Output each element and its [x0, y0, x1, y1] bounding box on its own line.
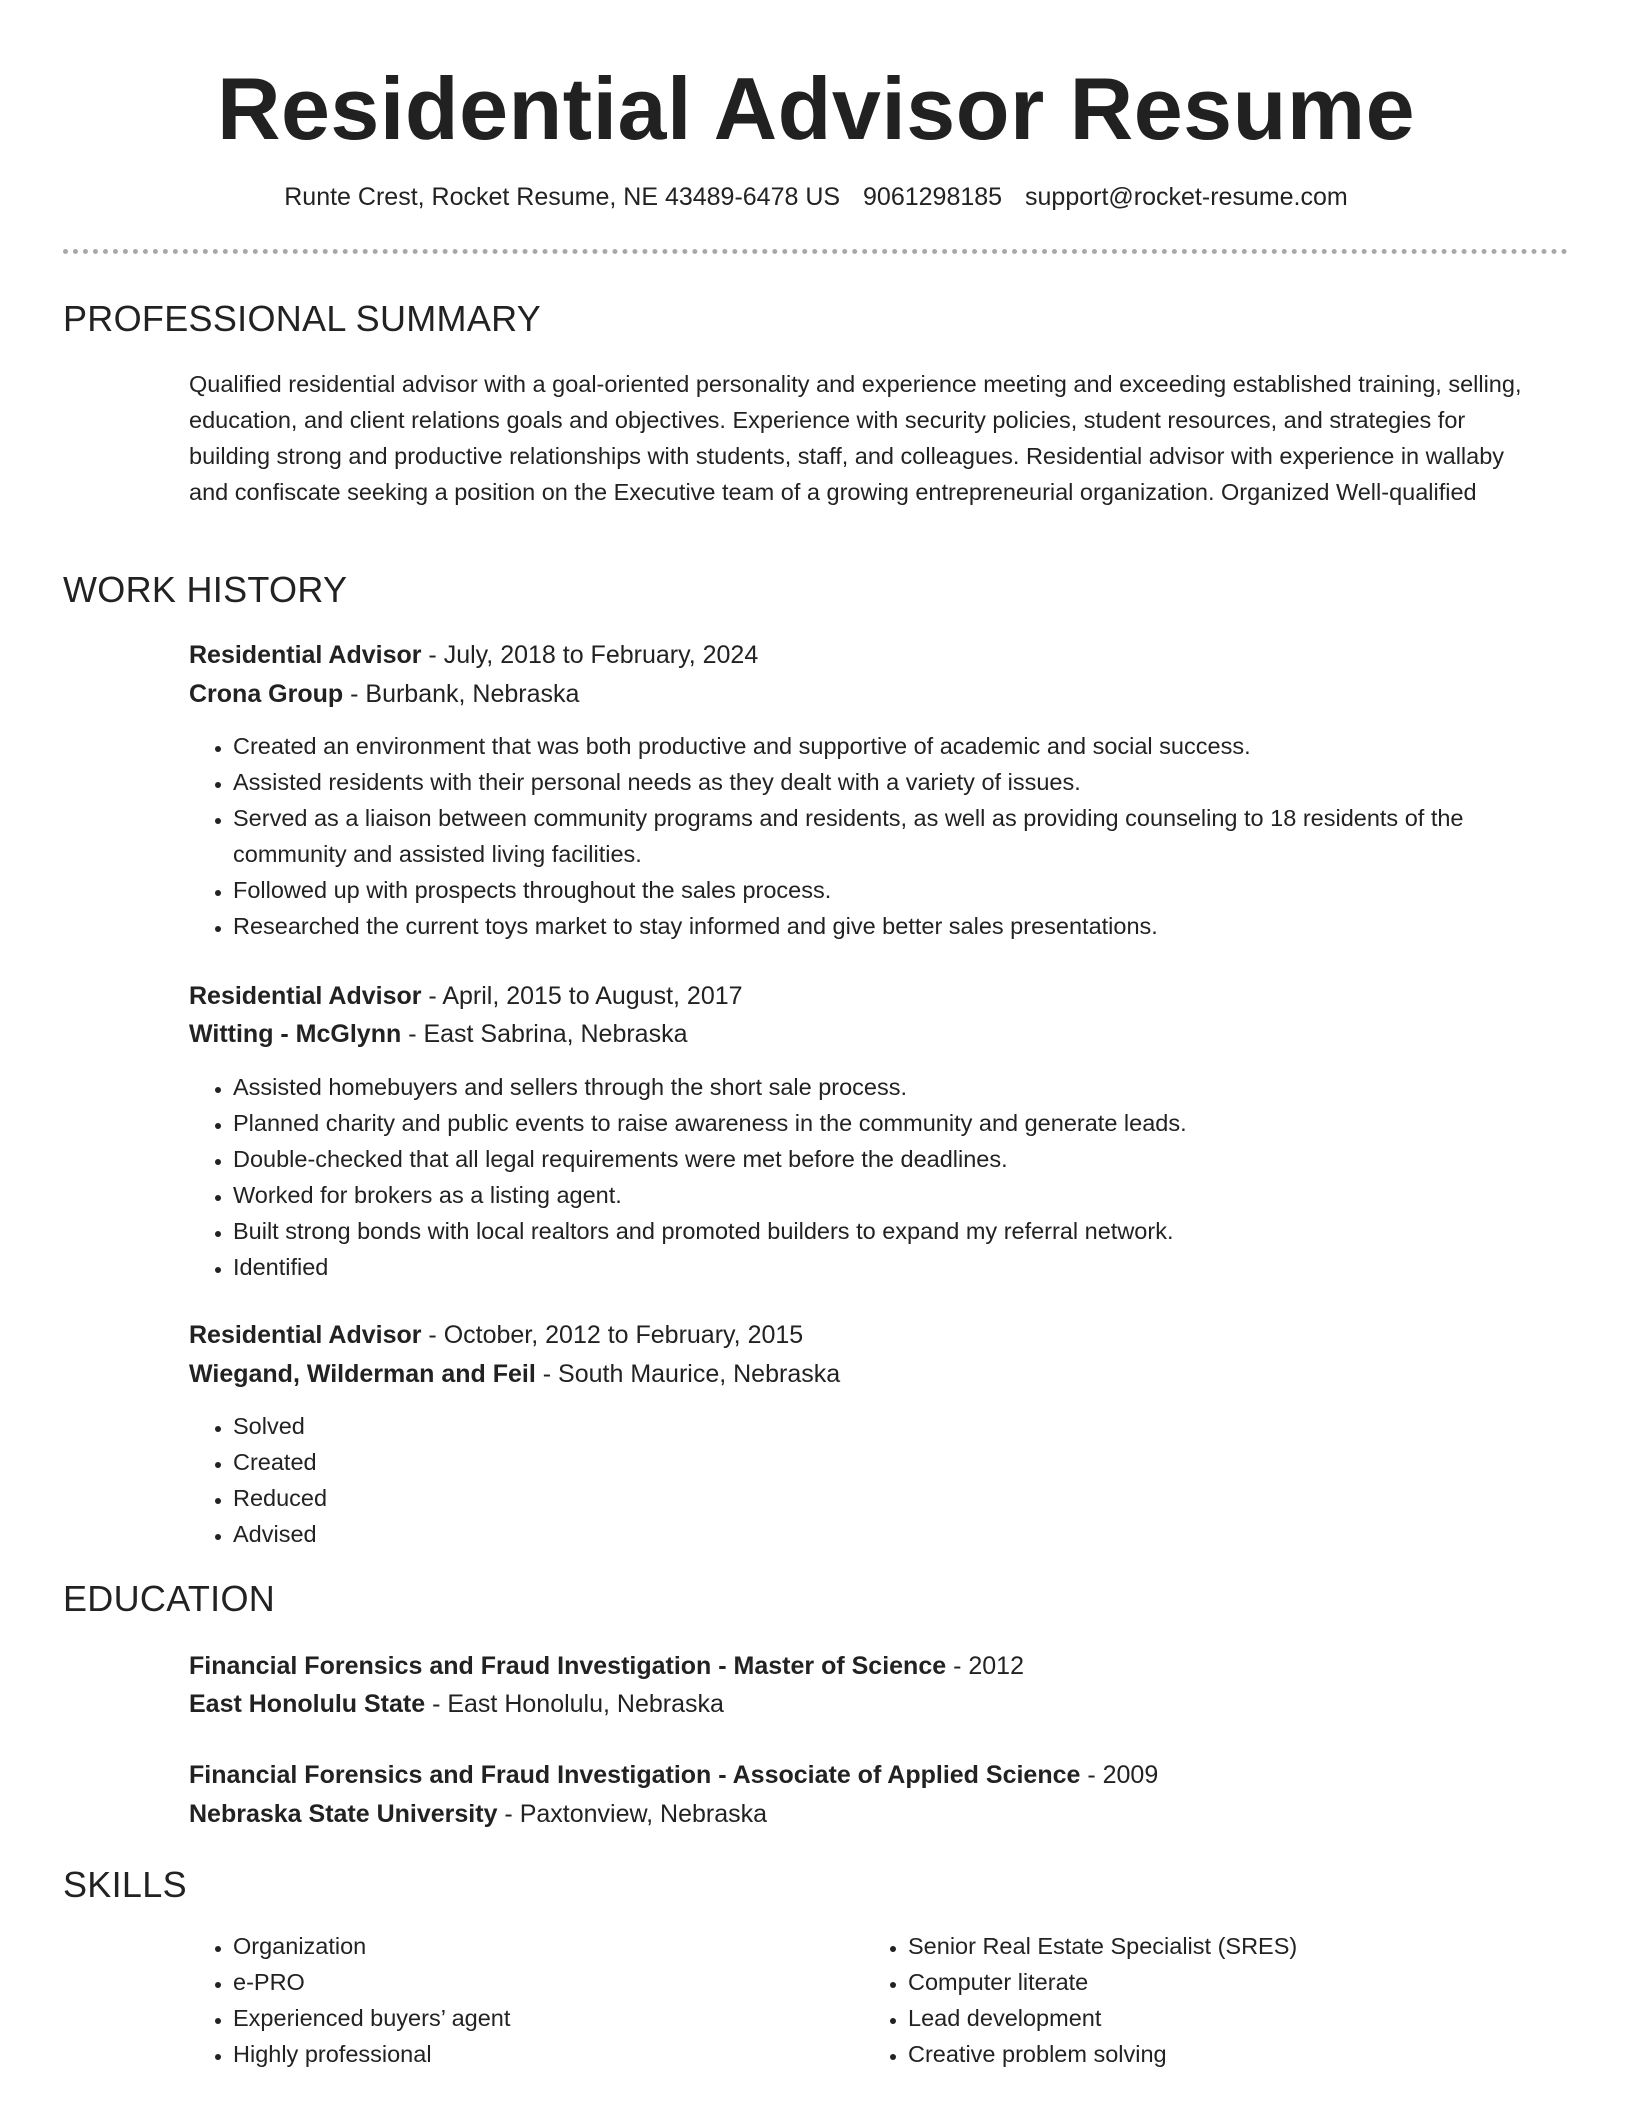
list-item: • Reduced	[233, 1480, 1549, 1516]
skill-item: • Experienced buyers’ agent	[233, 2000, 829, 2036]
contact-email: support@rocket-resume.com	[1025, 183, 1348, 211]
job-company: Wiegand, Wilderman and Feil	[189, 1360, 536, 1388]
list-item: • Created	[233, 1444, 1549, 1480]
education-school: East Honolulu State	[189, 1690, 426, 1718]
skill-item: • Creative problem solving	[908, 2036, 1544, 2072]
skill-item: • Senior Real Estate Specialist (SRES)	[908, 1928, 1544, 1964]
job-location: - East Sabrina, Nebraska	[401, 1020, 688, 1048]
skill-item: • e-PRO	[233, 1964, 829, 2000]
job-company-line	[189, 680, 579, 709]
job-bullets	[189, 1069, 1549, 1285]
list-item: • Created an environment that was both productive and supportive of academic and social success.	[233, 728, 1549, 764]
job-company: Witting - McGlynn	[189, 1020, 402, 1048]
contact-phone: 9061298185	[863, 183, 1003, 211]
section-heading-work: WORK HISTORY	[63, 569, 348, 610]
section-heading-education: EDUCATION	[63, 1578, 276, 1619]
job-location: - South Maurice, Nebraska	[535, 1360, 841, 1388]
job-title-line	[189, 1321, 803, 1350]
list-item: • Identified	[233, 1249, 1549, 1285]
summary-text: Qualified residential advisor with a goal-oriented personality and experience meeting and exceeding established training, selling, education, and client relations goals and objectives. Experience with security policies, student resources, and strategies for building strong and productive relationships with students, staff, and colleagues. Residential advisor with experience in wallaby and confiscate seeking a position on the Executive team of a growing entrepreneurial organization. Organized Well-qualified	[189, 371, 1522, 505]
skills-list-right	[864, 1928, 1544, 2072]
skill-item: • Organization	[233, 1928, 829, 1964]
list-item: • Double-checked that all legal requirements were met before the deadlines.	[233, 1141, 1549, 1177]
list-item: • Advised	[233, 1516, 1549, 1552]
section-heading-skills: SKILLS	[63, 1864, 187, 1905]
list-item: • Followed up with prospects throughout the sales process.	[233, 872, 1549, 908]
education-school: Nebraska State University	[189, 1800, 498, 1828]
education-degree-line	[189, 1761, 1158, 1790]
job-title: Residential Advisor	[189, 641, 422, 669]
job-company-line	[189, 1360, 840, 1389]
education-location: - East Honolulu, Nebraska	[425, 1690, 724, 1718]
job-dates: - July, 2018 to February, 2024	[421, 641, 759, 669]
list-item: • Assisted homebuyers and sellers through the short sale process.	[233, 1069, 1549, 1105]
job-company-line	[189, 1020, 688, 1049]
job-dates: - April, 2015 to August, 2017	[421, 982, 743, 1010]
job-title-line	[189, 641, 758, 670]
section-heading-summary: PROFESSIONAL SUMMARY	[63, 298, 542, 339]
education-school-line	[189, 1690, 724, 1719]
job-company: Crona Group	[189, 680, 344, 708]
job-location: - Burbank, Nebraska	[343, 680, 580, 708]
list-item: • Built strong bonds with local realtors and promoted builders to expand my referral network.	[233, 1213, 1549, 1249]
list-item: • Researched the current toys market to stay informed and give better sales presentations.	[233, 908, 1549, 944]
skill-item: • Highly professional	[233, 2036, 829, 2072]
list-item: • Solved	[233, 1408, 1549, 1444]
job-dates: - October, 2012 to February, 2015	[421, 1321, 804, 1349]
list-item: • Assisted residents with their personal needs as they dealt with a variety of issues.	[233, 764, 1549, 800]
education-degree: Financial Forensics and Fraud Investigation - Master of Science	[189, 1652, 947, 1680]
education-year: - 2009	[1080, 1761, 1159, 1789]
education-degree-line	[189, 1652, 1024, 1681]
skill-item: • Lead development	[908, 2000, 1544, 2036]
list-item: • Planned charity and public events to raise awareness in the community and generate leads.	[233, 1105, 1549, 1141]
skills-list-left	[189, 1928, 829, 2072]
education-school-line	[189, 1800, 767, 1829]
contact-line	[0, 183, 1632, 212]
education-year: - 2012	[946, 1652, 1024, 1680]
job-bullets	[189, 1408, 1549, 1552]
education-location: - Paxtonview, Nebraska	[497, 1800, 768, 1828]
list-item: • Served as a liaison between community programs and residents, as well as providing counseling to 18 residents of the community and assisted living facilities.	[233, 800, 1549, 872]
job-bullets	[189, 728, 1549, 944]
job-title-line	[189, 982, 743, 1011]
list-item: • Worked for brokers as a listing agent.	[233, 1177, 1549, 1213]
job-title: Residential Advisor	[189, 982, 422, 1010]
skill-item: • Computer literate	[908, 1964, 1544, 2000]
header-divider	[63, 249, 1568, 254]
job-title: Residential Advisor	[189, 1321, 422, 1349]
education-degree: Financial Forensics and Fraud Investigation - Associate of Applied Science	[189, 1761, 1081, 1789]
page-title: Residential Advisor Resume	[216, 59, 1416, 158]
contact-address: Runte Crest, Rocket Resume, NE 43489-6478 US	[284, 183, 841, 211]
